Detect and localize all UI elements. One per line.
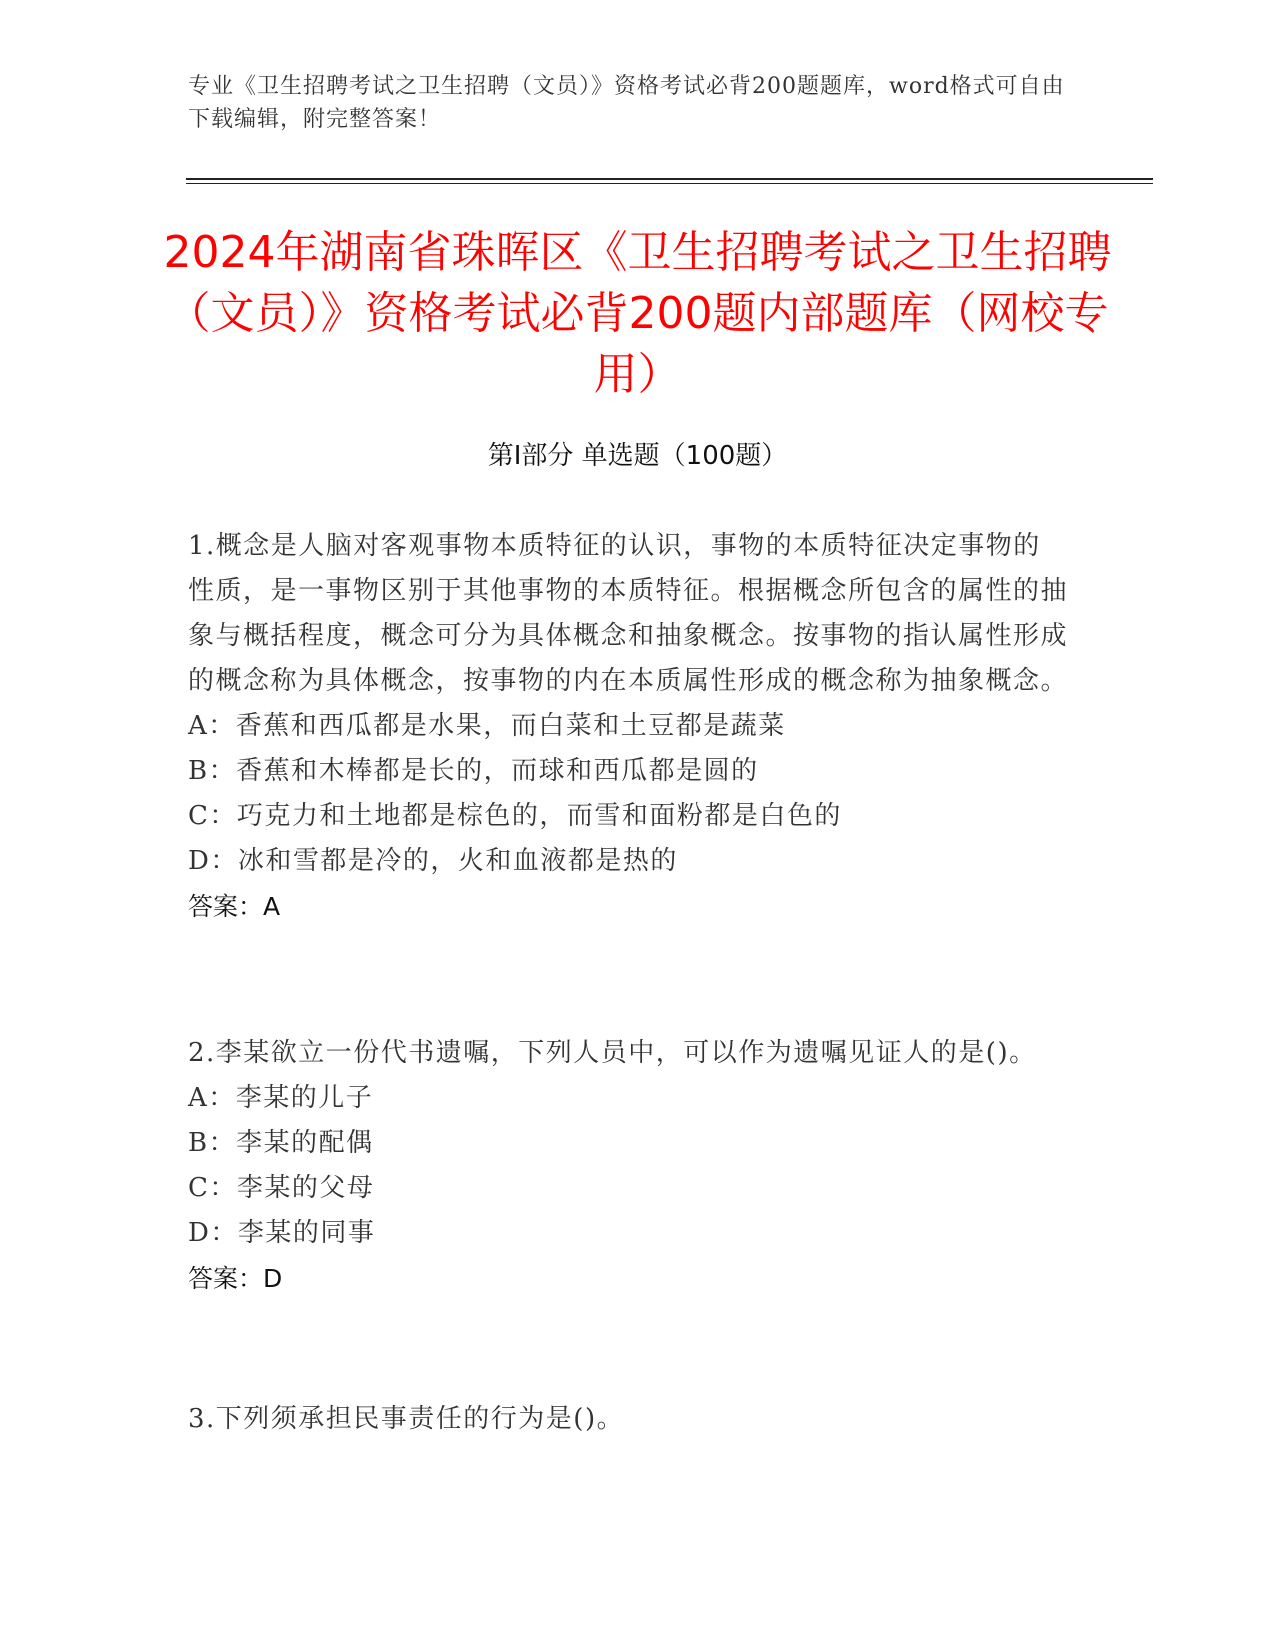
answer-label: 答案：A — [188, 892, 281, 921]
option-d: D：冰和雪都是冷的，火和血液都是热的 — [188, 846, 678, 876]
option-c: C：巧克力和土地都是棕色的，而雪和面粉都是白色的 — [188, 801, 842, 831]
option-b: B：李某的配偶 — [188, 1128, 374, 1158]
answer-label: 答案：D — [188, 1264, 283, 1293]
header-divider-thick — [186, 178, 1153, 180]
section-heading: 第Ⅰ部分 单选题（100题） — [487, 441, 788, 471]
question-2 — [188, 1031, 1068, 1301]
question-3 — [188, 1397, 1068, 1442]
option-a: A：香蕉和西瓜都是水果，而白菜和土豆都是蔬菜 — [188, 711, 786, 741]
option-c: C：李某的父母 — [188, 1173, 375, 1203]
option-b: B：香蕉和木棒都是长的，而球和西瓜都是圆的 — [188, 756, 759, 786]
document-title: 2024年湖南省珠晖区《卫生招聘考试之卫生招聘（文员）》资格考试必背200题内部题库（网校专用） — [163, 227, 1112, 400]
question-1 — [188, 524, 1068, 929]
question-stem: 1.概念是人脑对客观事物本质特征的认识，事物的本质特征决定事物的性质，是一事物区别于其他事物的本质特征。根据概念所包含的属性的抽象与概括程度，概念可分为具体概念和抽象概念。按事物的指认属性形成的概念称为具体概念，按事物的内在本质属性形成的概念称为抽象概念。 — [188, 531, 1069, 696]
option-a: A：李某的儿子 — [188, 1083, 374, 1113]
question-stem: 2.李某欲立一份代书遗嘱，下列人员中，可以作为遗嘱见证人的是()。 — [188, 1038, 1037, 1068]
option-d: D：李某的同事 — [188, 1218, 376, 1248]
question-stem: 3.下列须承担民事责任的行为是()。 — [188, 1404, 625, 1434]
header-note: 专业《卫生招聘考试之卫生招聘（文员）》资格考试必背200题题库，word格式可自由下载编辑，附完整答案！ — [188, 74, 1065, 132]
header-divider-thin — [186, 183, 1153, 184]
